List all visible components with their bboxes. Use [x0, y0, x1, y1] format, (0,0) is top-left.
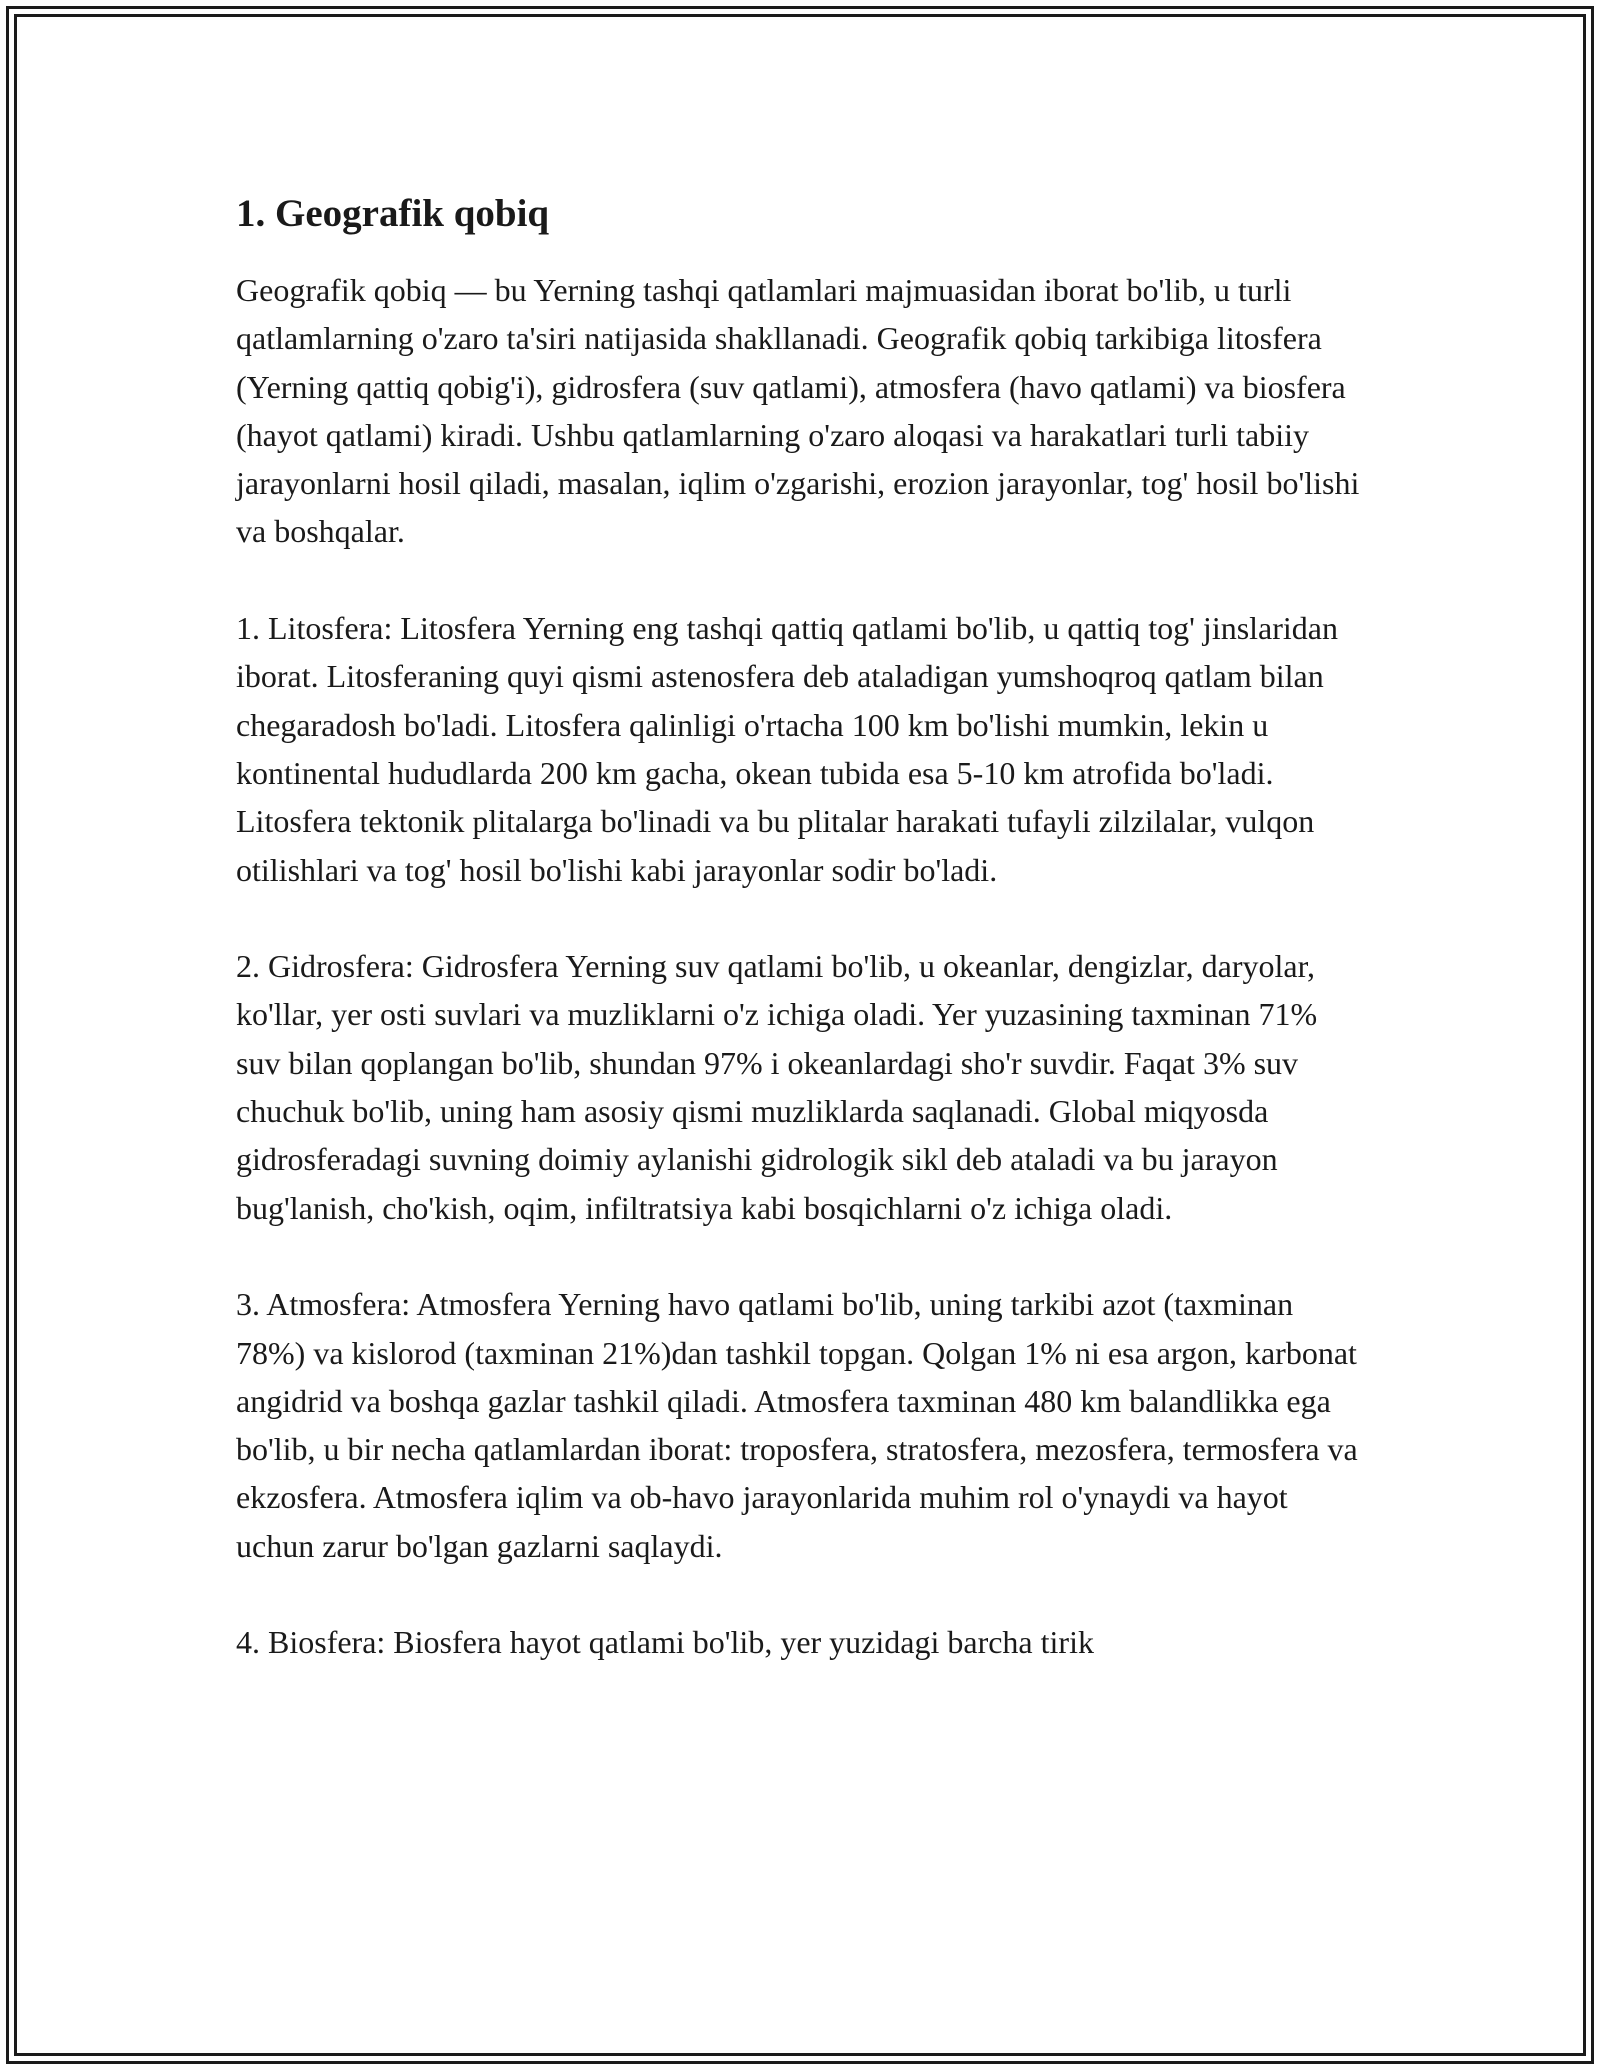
atmosphere-paragraph: 3. Atmosfera: Atmosfera Yerning havo qatlami bo'lib, uning tarkibi azot (taxminan 78%) va kislorod (taxminan 21%)dan tashkil topgan. Qolgan 1% ni esa argon, karbonat angidrid va boshqa gazlar tashkil qiladi. Atmosfera taxminan 480 km balandlikka ega bo'lib, u bir necha qatlamlardan iborat: troposfera, stratosfera, mezosfera, termosfera va ekzosfera. Atmosfera iqlim va ob-havo jarayonlarida muhim rol o'ynaydi va hayot uchun zarur bo'lgan gazlarni saqlaydi.: [236, 1286, 1358, 1564]
hydrosphere-paragraph: 2. Gidrosfera: Gidrosfera Yerning suv qatlami bo'lib, u okeanlar, dengizlar, daryolar, ko'llar, yer osti suvlari va muzliklarni o'z ichiga oladi. Yer yuzasining taxminan 71% suv bilan qoplangan bo'lib, shundan 97% i okeanlardagi sho'r suvdir. Faqat 3% suv chuchuk bo'lib, uning ham asosiy qismi muzliklarda saqlanadi. Global miqyosda gidrosferadagi suvning doimiy aylanishi gidrologik sikl deb ataladi va bu jarayon bug'lanish, cho'kish, oqim, infiltratsiya kabi bosqichlarni o'z ichiga oladi.: [236, 948, 1318, 1226]
biosphere-paragraph: 4. Biosfera: Biosfera hayot qatlami bo'lib, yer yuzidagi barcha tirik: [236, 1624, 1094, 1661]
intro-paragraph: Geografik qobiq — bu Yerning tashqi qatlamlari majmuasidan iborat bo'lib, u turli qatlamlarning o'zaro ta'siri natijasida shakllanadi. Geografik qobiq tarkibiga litosfera (Yerning qattiq qobig'i), gidrosfera (suv qatlami), atmosfera (havo qatlami) va biosfera (hayot qatlami) kiradi. Ushbu qatlamlarning o'zaro aloqasi va harakatlari turli tabiiy jarayonlarni hosil qiladi, masalan, iqlim o'zgarishi, erozion jarayonlar, tog' hosil bo'lishi va boshqalar.: [236, 272, 1360, 550]
document-page: [236, 186, 1366, 1715]
lithosphere-paragraph: 1. Litosfera: Litosfera Yerning eng tashqi qattiq qatlami bo'lib, u qattiq tog' jinslaridan iborat. Litosferaning quyi qismi astenosfera deb ataladigan yumshoqroq qatlam bilan chegaradosh bo'ladi. Litosfera qalinligi o'rtacha 100 km bo'lishi mumkin, lekin u kontinental hududlarda 200 km gacha, okean tubida esa 5-10 km atrofida bo'ladi. Litosfera tektonik plitalarga bo'linadi va bu plitalar harakati tufayli zilzilalar, vulqon otilishlari va tog' hosil bo'lishi kabi jarayonlar sodir bo'ladi.: [236, 610, 1338, 888]
document-title: 1. Geografik qobiq: [236, 192, 550, 235]
